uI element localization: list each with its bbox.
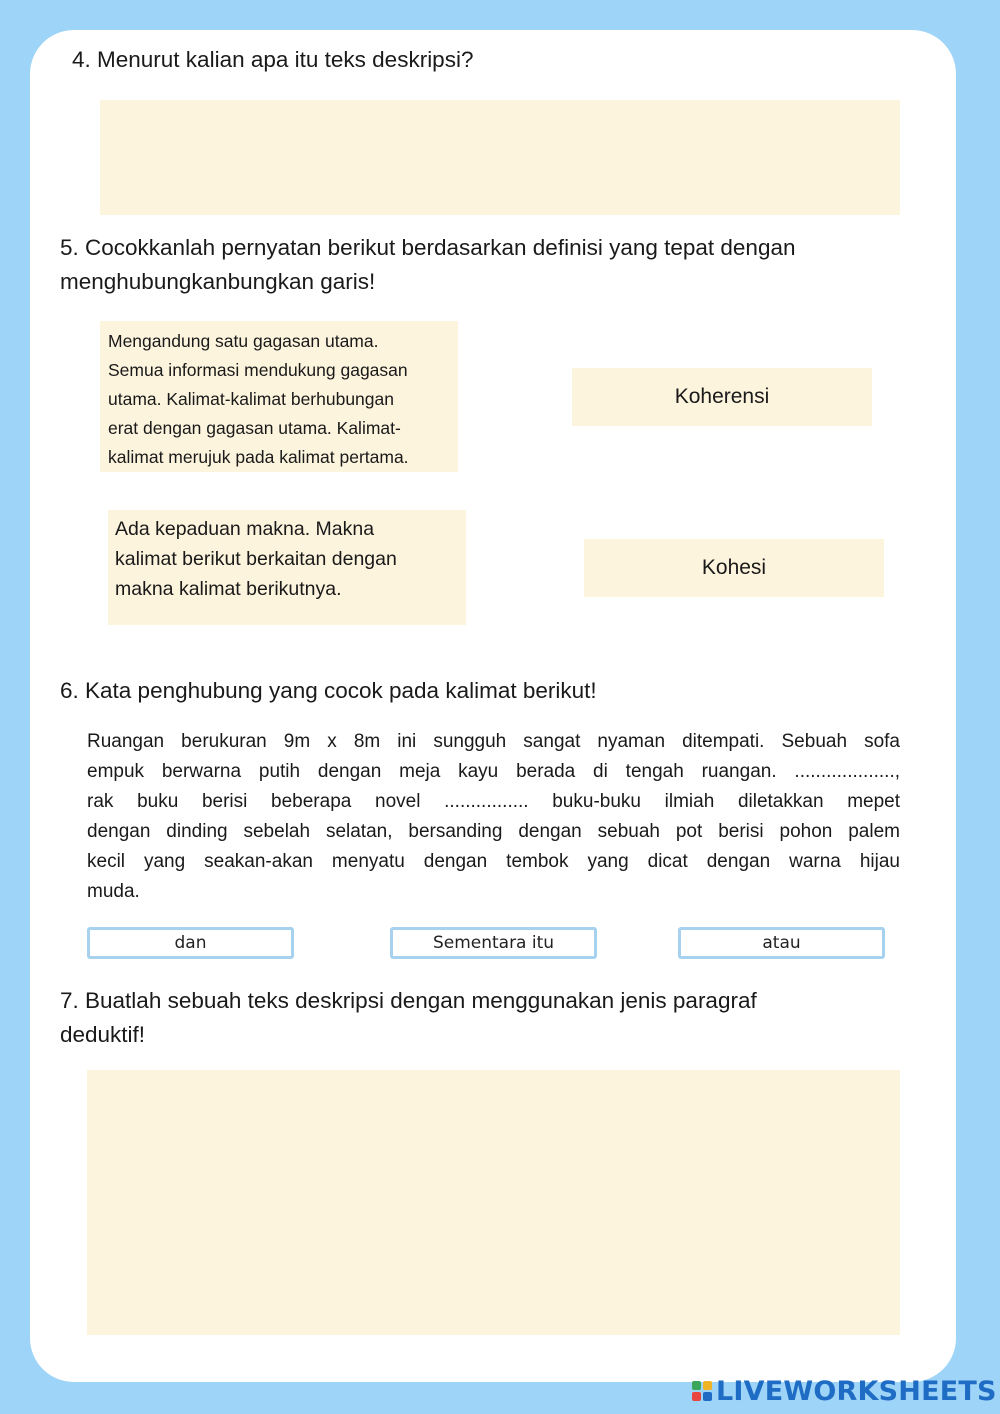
choice-sementara-itu[interactable]: Sementara itu (390, 927, 597, 959)
q4-answer-box[interactable] (100, 100, 900, 215)
question-5-line-1: 5. Cocokkanlah pernyatan berikut berdasarkan definisi yang tepat dengan (60, 235, 796, 260)
passage-line: kecil yang seakan-akan menyatu dengan tembok yang dicat dengan warna hijau (87, 851, 900, 872)
passage-line: dengan dinding sebelah selatan, bersanding dengan sebuah pot berisi pohon palem (87, 821, 900, 842)
choice-dan[interactable]: dan (87, 927, 294, 959)
logo-blocks-icon (692, 1381, 712, 1401)
question-7-line-2: deduktif! (60, 1022, 146, 1047)
passage-line: rak buku berisi beberapa novel ................ buku-buku ilmiah diletakkan mepet (87, 791, 900, 812)
definition-2-line: kalimat berikut berkaitan dengan (115, 548, 397, 570)
question-4: 4. Menurut kalian apa itu teks deskripsi? (72, 47, 474, 72)
term-koherensi[interactable]: Koherensi (572, 368, 872, 426)
definition-1-line: utama. Kalimat-kalimat berhubungan (108, 389, 394, 409)
q7-answer-box[interactable] (87, 1070, 900, 1335)
liveworksheets-logo (692, 1374, 997, 1408)
definition-2-line: makna kalimat berikutnya. (115, 578, 342, 600)
passage-line: Ruangan berukuran 9m x 8m ini sungguh sangat nyaman ditempati. Sebuah sofa (87, 731, 900, 752)
definition-2-line: Ada kepaduan makna. Makna (115, 518, 375, 540)
question-7-line-1: 7. Buatlah sebuah teks deskripsi dengan menggunakan jenis paragraf (60, 988, 757, 1013)
passage-line: empuk berwarna putih dengan meja kayu berada di tengah ruangan. ..................., (87, 761, 900, 782)
question-6: 6. Kata penghubung yang cocok pada kalimat berikut! (60, 678, 597, 703)
passage (87, 727, 900, 907)
choice-atau[interactable]: atau (678, 927, 885, 959)
definition-card-1[interactable] (100, 321, 458, 472)
definition-1-line: erat dengan gagasan utama. Kalimat- (108, 418, 401, 438)
definition-1-line: kalimat merujuk pada kalimat pertama. (108, 447, 409, 467)
question-5-line-2: menghubungkanbungkan garis! (60, 269, 376, 294)
definition-1-line: Semua informasi mendukung gagasan (108, 360, 408, 380)
brand-name: LIVEWORKSHEETS (716, 1375, 997, 1407)
passage-line: muda. (87, 881, 140, 902)
definition-1-line: Mengandung satu gagasan utama. (108, 331, 379, 351)
definition-card-2[interactable] (108, 510, 466, 625)
term-kohesi[interactable]: Kohesi (584, 539, 884, 597)
